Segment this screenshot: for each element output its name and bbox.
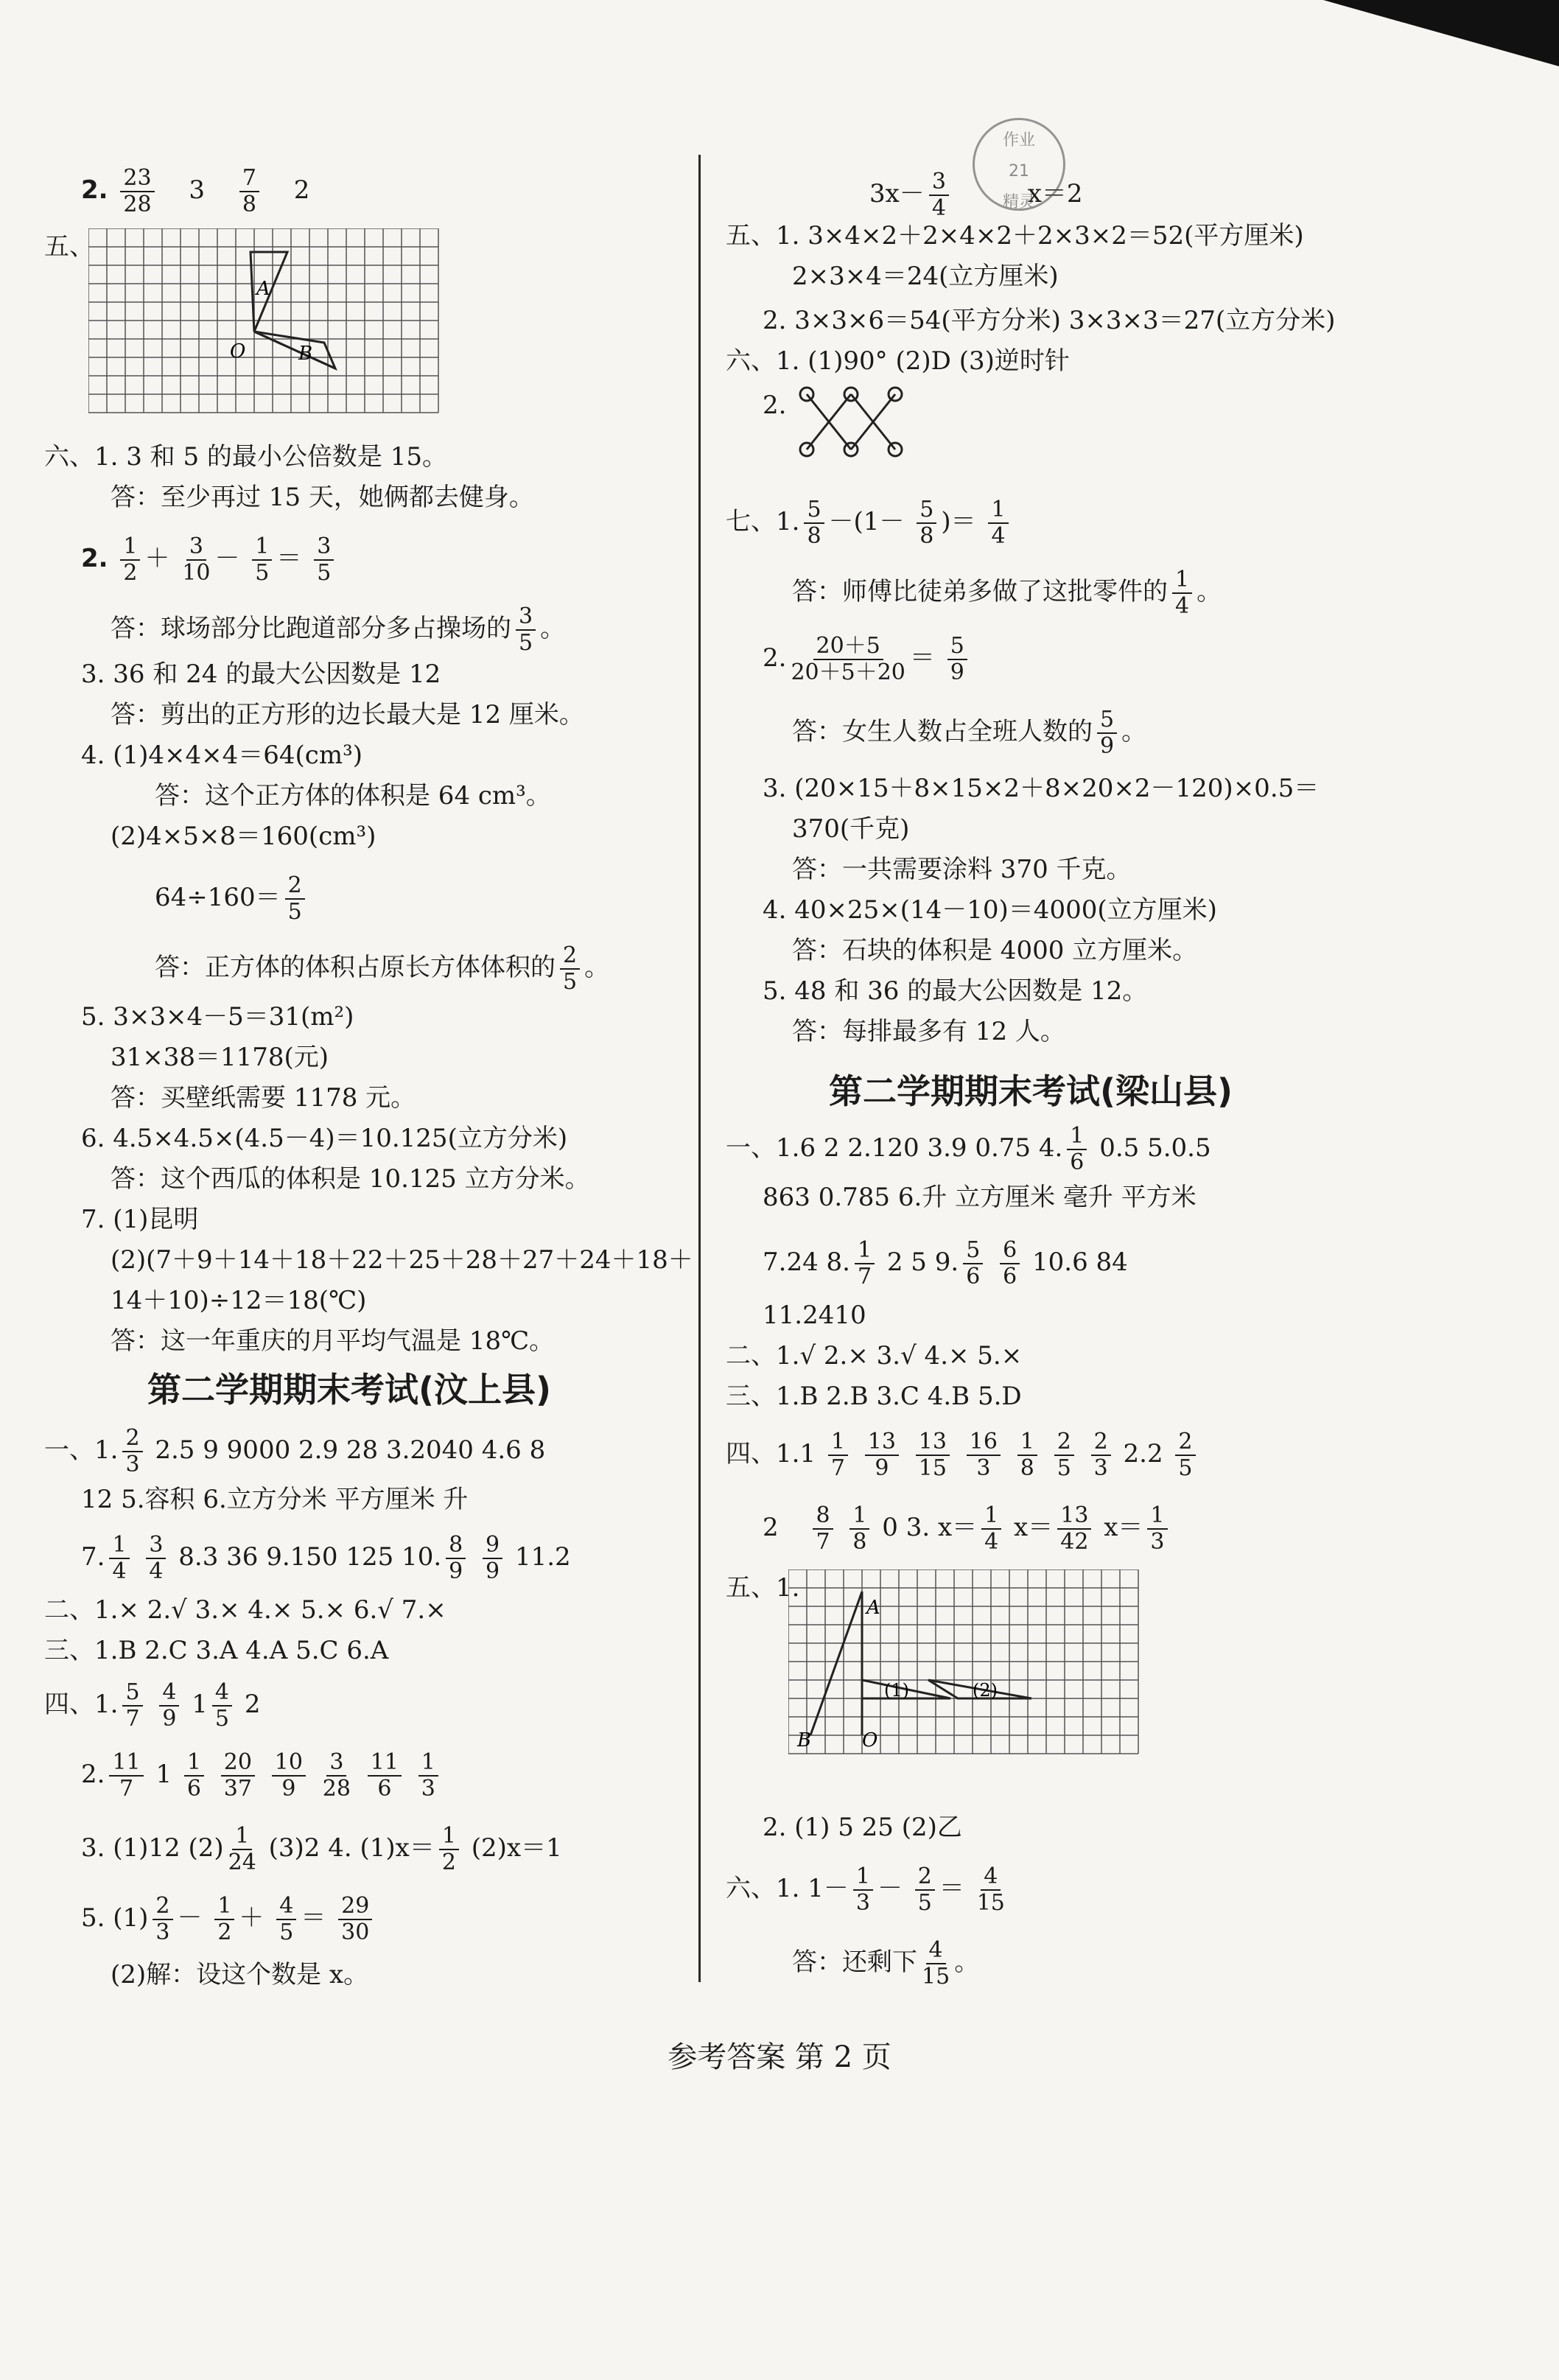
answer-line: 3. (1)12 (2) $\frac{1}{24}$ (3)2 4. (1)x＝ $\frac{1}{2}$ (2)x＝1 xyxy=(81,1823,562,1875)
answer-line: 六、1. 3 和 5 的最小公倍数是 15。 xyxy=(44,442,448,472)
answer-line: 14＋10)÷12＝18(℃) xyxy=(111,1286,367,1315)
section-heading: 第二学期期末考试(梁山县) xyxy=(829,1071,1233,1111)
answer-line: 答：每排最多有 12 人。 xyxy=(792,1017,1065,1046)
answer-line: 答：女生人数占全班人数的 $\frac{5}{9}$ 。 xyxy=(792,707,1147,759)
answer-line: 2. (1) 5 25 (2)乙 xyxy=(763,1813,962,1842)
answer-line: 4. 40×25×(14－10)＝4000(立方厘米) xyxy=(763,895,1217,925)
answer-line: 一、1.6 2 2.120 3.9 0.75 4. $\frac{1}{6}$ 0.5 5.0.5 xyxy=(726,1123,1211,1175)
point-label-o: O xyxy=(230,340,246,363)
answer-line: 11.2410 xyxy=(763,1301,866,1330)
point-label-b: B xyxy=(298,343,313,365)
answer-line: 2. xyxy=(763,391,787,420)
coordinate-grid xyxy=(88,228,449,427)
answer-line: 2 $\frac{8}{7}$ $\frac{1}{8}$ 0 3. x＝ $\frac{1}{4}$ x＝ $\frac{13}{42}$ x＝ $\frac{1}{3}$ xyxy=(763,1503,1172,1555)
section-label: 五、1. xyxy=(726,1573,800,1603)
answer-line: 6. 4.5×4.5×(4.5－4)＝10.125(立方分米) xyxy=(81,1124,568,1153)
answer-line: 答：师傅比徒弟多做了这批零件的 $\frac{1}{4}$ 。 xyxy=(792,567,1222,619)
answer-line: 31×38＝1178(元) xyxy=(111,1043,329,1072)
answer-line: 答：至少再过 15 天，她俩都去健身。 xyxy=(111,483,534,512)
answer-line: 2. $\frac{20+5}{20+5+20}$ ＝ $\frac{5}{9}$ xyxy=(763,634,972,685)
answer-line: 答：这个正方体的体积是 64 cm³。 xyxy=(155,781,551,811)
answer-line: 863 0.785 6.升 立方厘米 毫升 平方米 xyxy=(763,1183,1197,1212)
coordinate-grid xyxy=(788,1569,1149,1768)
point-label-b: B xyxy=(797,1729,812,1751)
answer-line: 3. 36 和 24 的最大公因数是 12 xyxy=(81,659,441,689)
answer-line: 2. $\frac{23}{28}$ 3 $\frac{7}{8}$ 2 xyxy=(81,165,310,217)
answer-line: 3. (20×15＋8×15×2＋8×20×2－120)×0.5＝ xyxy=(763,774,1320,803)
answer-line: 二、1.× 2.√ 3.× 4.× 5.× 6.√ 7.× xyxy=(44,1595,446,1625)
answer-line: 答：还剩下 $\frac{4}{15}$ 。 xyxy=(792,1937,980,1989)
fraction: $\frac{23}{28}$ xyxy=(120,166,154,217)
answer-line: 64÷160＝ $\frac{2}{5}$ xyxy=(155,873,309,925)
answer-line: 2. $\frac{1}{2}$ ＋ $\frac{3}{10}$ － $\frac{1}{5}$ ＝ $\frac{3}{5}$ xyxy=(81,534,338,586)
point-label-a: A xyxy=(866,1597,880,1619)
answer-line: 5. 3×3×4－5＝31(m²) xyxy=(81,1002,354,1032)
answer-line: 2×3×4＝24(立方厘米) xyxy=(792,262,1059,291)
answer-line: 四、1. $\frac{5}{7}$ $\frac{4}{9}$ 1 $\frac{4}{5}$ 2 xyxy=(44,1679,261,1732)
answer-line: 5. 48 和 36 的最大公因数是 12。 xyxy=(763,976,1148,1006)
point-label-a: A xyxy=(256,278,270,300)
answer-line: 7. (1)昆明 xyxy=(81,1205,199,1234)
answer-line: 答：这个西瓜的体积是 10.125 立方分米。 xyxy=(111,1164,590,1194)
answer-line: 答：剪出的正方形的边长最大是 12 厘米。 xyxy=(111,700,584,729)
answer-line: 2. $\frac{11}{7}$ 1 $\frac{1}{6}$ $\frac{20}{37}$ $\frac{10}{9}$ $\frac{3}{28}$ $\frac{11}{6}$ $\frac{1}{3}$ xyxy=(81,1750,443,1802)
seal-stamp: 作业 21 精灵 xyxy=(973,118,1065,211)
answer-line: 7. $\frac{1}{4}$ $\frac{3}{4}$ 8.3 36 9.150 125 10. $\frac{8}{9}$ $\frac{9}{9}$ 11.2 xyxy=(81,1532,571,1584)
page-footer: 参考答案 第 2 页 xyxy=(668,2040,891,2074)
answer-line: 2. 3×3×6＝54(平方分米) 3×3×3＝27(立方分米) xyxy=(763,306,1336,335)
section-heading: 第二学期期末考试(汶上县) xyxy=(147,1370,552,1410)
answer-line: (2)解：设这个数是 x。 xyxy=(111,1960,369,1989)
answer-line: 四、1.1 $\frac{1}{7}$ $\frac{13}{9}$ $\frac{13}{15}$ $\frac{16}{3}$ $\frac{1}{8}$ $\frac{2}{5}$ $\frac{2}{3}$ 2.2 $\frac{2}{5}$ xyxy=(726,1429,1200,1481)
answer-line: 答：石块的体积是 4000 立方厘米。 xyxy=(792,936,1198,965)
shape-label-2: (2) xyxy=(973,1680,998,1701)
answer-line: (2)(7＋9＋14＋18＋22＋25＋28＋27＋24＋18＋ xyxy=(111,1245,693,1275)
answer-line: 3x－ $\frac{3}{4}$ x＝2 xyxy=(869,169,1083,221)
answer-line: 二、1.√ 2.× 3.√ 4.× 5.× xyxy=(726,1341,1023,1371)
answer-line: 答：这一年重庆的月平均气温是 18℃。 xyxy=(111,1326,555,1356)
fraction: $\frac{7}{8}$ xyxy=(239,166,259,217)
answer-line: 五、1. 3×4×2＋2×4×2＋2×3×2＝52(平方厘米) xyxy=(726,221,1304,251)
section-label: 五、 xyxy=(44,232,94,262)
answer-line: 三、1.B 2.C 3.A 4.A 5.C 6.A xyxy=(44,1636,389,1665)
answer-line: 12 5.容积 6.立方分米 平方厘米 升 xyxy=(81,1485,469,1514)
answer-line: 答：正方体的体积占原长方体体积的 $\frac{2}{5}$ 。 xyxy=(155,942,610,995)
column-divider xyxy=(698,155,701,1982)
answer-line: 三、1.B 2.B 3.C 4.B 5.D xyxy=(726,1382,1022,1411)
answer-line: 答：一共需要涂料 370 千克。 xyxy=(792,855,1132,884)
answer-line: 六、1. (1)90° (2)D (3)逆时针 xyxy=(726,346,1070,376)
answer-line: (2)4×5×8＝160(cm³) xyxy=(111,822,376,851)
matching-diagram xyxy=(792,383,925,464)
shape-label-1: (1) xyxy=(884,1680,909,1701)
point-label-o: O xyxy=(862,1729,878,1751)
answer-line: 答：球场部分比跑道部分多占操场的 $\frac{3}{5}$ 。 xyxy=(111,603,566,656)
answer-line: 六、1. 1－ $\frac{1}{3}$ － $\frac{2}{5}$ ＝ $\frac{4}{15}$ xyxy=(726,1863,1005,1916)
answer-line: 5. (1) $\frac{2}{3}$ － $\frac{1}{2}$ ＋ $\frac{4}{5}$ ＝ $\frac{29}{30}$ xyxy=(81,1894,376,1945)
answer-line: 答：买壁纸需要 1178 元。 xyxy=(111,1083,416,1113)
page-corner xyxy=(1323,0,1559,66)
answer-line: 370(千克) xyxy=(792,814,910,844)
answer-line: 七、1. $\frac{5}{8}$ －(1－ $\frac{5}{8}$ )＝ $\frac{1}{4}$ xyxy=(726,497,1013,549)
answer-line: 一、1. $\frac{2}{3}$ 2.5 9 9000 2.9 28 3.2040 4.6 8 xyxy=(44,1425,546,1477)
answer-line: 4. (1)4×4×4＝64(cm³) xyxy=(81,741,362,770)
answer-line: 7.24 8. $\frac{1}{7}$ 2 5 9. $\frac{5}{6}$ $\frac{6}{6}$ 10.6 84 xyxy=(763,1237,1128,1289)
